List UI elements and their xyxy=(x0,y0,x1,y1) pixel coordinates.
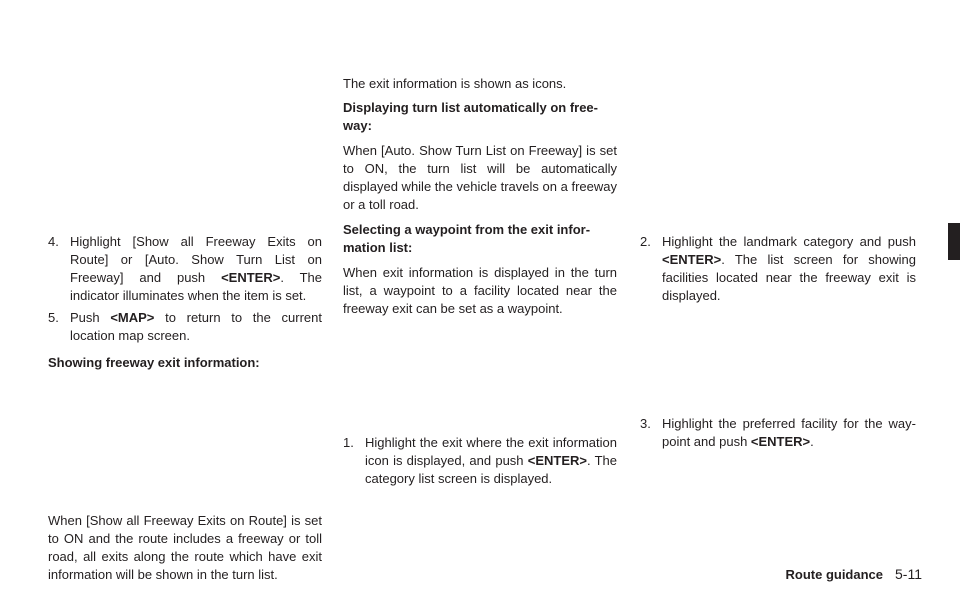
step-text: Highlight the preferred facility for the way-point and push xyxy=(662,416,916,449)
column-right xyxy=(640,0,916,451)
section-heading: Showing freeway exit information: xyxy=(48,355,260,370)
step-text: Push xyxy=(70,310,111,325)
step-3 xyxy=(640,415,916,451)
key-label: <ENTER> xyxy=(527,453,587,468)
key-label: <MAP> xyxy=(110,310,155,325)
step-text: to return to the current location map screen. xyxy=(70,310,323,343)
step-text: . The list screen for showing facilities located near the freeway exit is displayed. xyxy=(662,252,916,303)
page-number: 5-11 xyxy=(895,566,922,582)
step-1 xyxy=(343,434,617,488)
step-text: . The category list screen is displayed. xyxy=(365,453,617,486)
step-number: 1. xyxy=(343,435,354,450)
step-number: 4. xyxy=(48,234,59,249)
step-text: Highlight the exit where the exit information icon is displayed, and push xyxy=(365,435,617,468)
key-label: <ENTER> xyxy=(662,252,722,267)
section-title: Route guidance xyxy=(785,567,884,582)
step-4 xyxy=(48,233,322,305)
step-number: 5. xyxy=(48,310,59,325)
step-text: . xyxy=(810,434,814,449)
column-middle xyxy=(343,0,617,488)
section-heading: Displaying turn list automatically on free-way: xyxy=(343,100,598,133)
paragraph: When exit information is displayed in the turn list, a waypoint to a facility located near the freeway exit can be set as a waypoint. xyxy=(343,265,617,316)
column-left xyxy=(48,0,322,584)
key-label: <ENTER> xyxy=(750,434,811,449)
step-2 xyxy=(640,233,916,305)
paragraph: The exit information is shown as icons. xyxy=(343,76,567,91)
step-text: Highlight the landmark category and push xyxy=(662,234,916,249)
key-label: <ENTER> xyxy=(221,270,281,285)
step-number: 3. xyxy=(640,416,651,431)
section-heading: Selecting a waypoint from the exit infor-mation list: xyxy=(343,222,591,255)
page-footer xyxy=(786,565,923,584)
paragraph: When [Show all Freeway Exits on Route] is set to ON and the route includes a freeway or toll road, all exits along the route which have exit information will be shown in the turn list. xyxy=(48,513,322,582)
chapter-tab-marker xyxy=(948,223,960,260)
paragraph: When [Auto. Show Turn List on Freeway] is set to ON, the turn list will be automatically displayed while the vehicle travels on a freeway or a toll road. xyxy=(343,143,617,212)
step-5 xyxy=(48,309,322,345)
step-number: 2. xyxy=(640,234,651,249)
step-text: Highlight [Show all Freeway Exits on Route] or [Auto. Show Turn List on Freeway] and push xyxy=(70,234,322,285)
step-text: . The indicator illuminates when the item is set. xyxy=(70,270,322,303)
